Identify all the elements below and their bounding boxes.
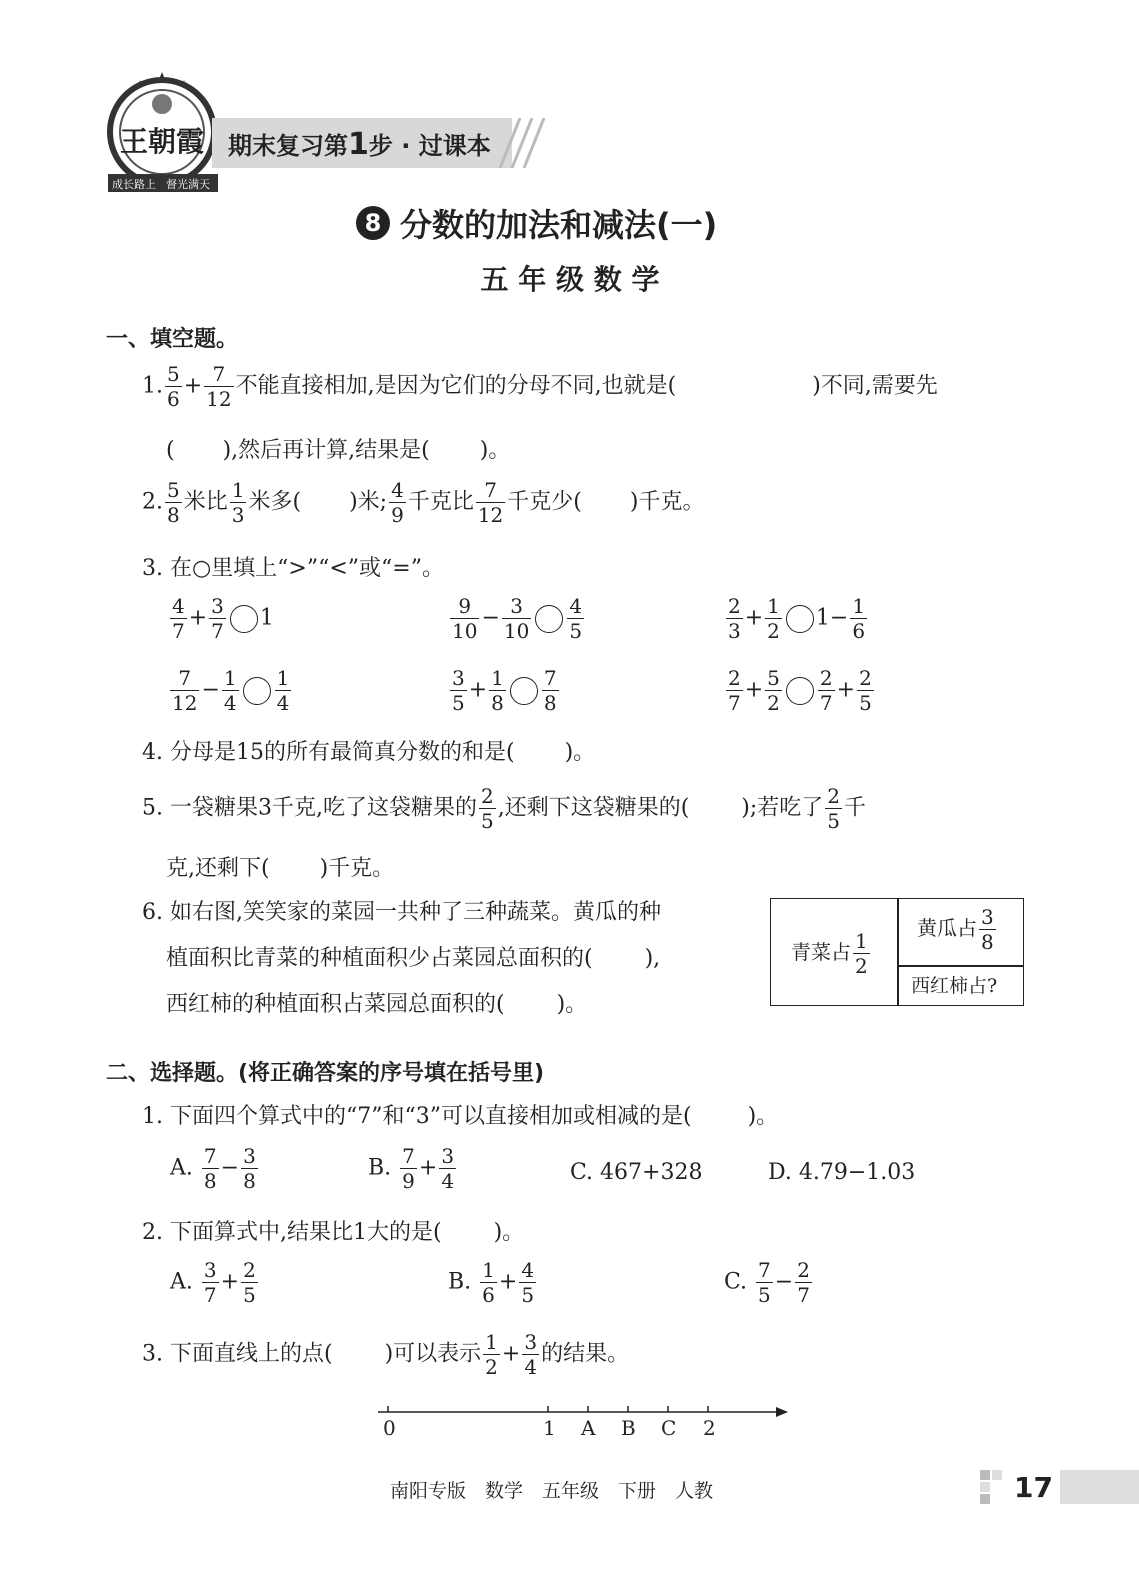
publisher-logo — [100, 70, 225, 200]
option-b[interactable]: B. $\frac{1}{6}$ + $\frac{4}{5}$ — [448, 1258, 535, 1307]
question-1-2: 2. $\frac{5}{8}$ 米比 $\frac{1}{3}$ 米多( )米; $\frac{4}{9}$ 千克比 $\frac{7}{12}$ 千克少( )千克。 — [142, 478, 705, 527]
axis-point-a: A — [581, 1416, 596, 1440]
fraction: $\frac{5}{6}$ — [167, 362, 180, 411]
number-line — [370, 1400, 800, 1450]
lesson-number-badge: 8 — [356, 206, 390, 240]
compare-item: $\frac{4}{7}$ + $\frac{3}{7}$ 1 — [172, 594, 274, 643]
axis-label-1: 1 — [543, 1416, 556, 1440]
question-2-1: 1. 下面四个算式中的“7”和“3”可以直接相加或相减的是( )。 — [142, 1104, 779, 1129]
banner-prefix: 期末复习第 — [228, 132, 348, 160]
option-d[interactable]: D. 4.79−1.03 — [768, 1160, 916, 1185]
diagram-greens: 青菜占 $\frac{1}{2}$ — [791, 929, 868, 978]
fraction: $\frac{1}{3}$ — [231, 478, 245, 527]
banner-suffix: 步 · 过课本 — [368, 132, 491, 160]
compare-circle[interactable] — [786, 605, 814, 633]
compare-circle[interactable] — [243, 677, 271, 705]
question-1-3: 3. 在○里填上“>”“<”或“=”。 — [142, 556, 444, 581]
compare-item: $\frac{9}{10}$ − $\frac{3}{10}$ $\frac{4}{5}$ — [452, 594, 583, 643]
question-1-5-line2: 克,还剩下( )千克。 — [166, 856, 395, 881]
question-1-6-line3: 西红柿的种植面积占菜园总面积的( )。 — [166, 992, 588, 1017]
axis-point-c: C — [661, 1416, 677, 1440]
logo-slogan-left: 成长路上 — [112, 178, 156, 191]
option-a[interactable]: A. $\frac{3}{7}$ + $\frac{2}{5}$ — [170, 1258, 256, 1307]
option-a[interactable]: A. $\frac{7}{8}$ − $\frac{3}{8}$ — [170, 1144, 256, 1193]
question-1-4: 4. 分母是15的所有最简真分数的和是( )。 — [142, 740, 596, 765]
diagram-cucumber: 黄瓜占 $\frac{3}{8}$ — [917, 905, 994, 954]
garden-diagram — [770, 898, 1024, 1006]
page-number: 17 — [1014, 1471, 1053, 1504]
axis-label-2: 2 — [703, 1416, 716, 1440]
question-1-1-line2: ( ),然后再计算,结果是( )。 — [166, 438, 511, 463]
fraction: $\frac{5}{8}$ — [167, 478, 180, 527]
axis-point-b: B — [621, 1416, 636, 1440]
compare-item: $\frac{2}{3}$ + $\frac{1}{2}$ 1− $\frac{1}{6}$ — [728, 594, 866, 643]
compare-circle[interactable] — [230, 605, 258, 633]
question-1-6-line2: 植面积比青菜的种植面积少占菜园总面积的( ), — [166, 946, 661, 971]
logo-text: 王朝霞 — [119, 125, 204, 158]
footer-decoration — [980, 1470, 1139, 1504]
compare-circle[interactable] — [786, 677, 814, 705]
question-1-1: 1. $\frac{5}{6}$ + $\frac{7}{12}$ 不能直接相加,是因为它们的分母不同,也就是( )不同,需要先 — [142, 362, 938, 411]
logo-slogan-right: 督光满天 — [166, 178, 210, 191]
question-1-5: 5. 一袋糖果3千克,吃了这袋糖果的 $\frac{2}{5}$ ,还剩下这袋糖果的( );若吃了 $\frac{2}{5}$ 千 — [142, 784, 867, 833]
option-b[interactable]: B. $\frac{7}{9}$ + $\frac{3}{4}$ — [368, 1144, 455, 1193]
compare-item: $\frac{2}{7}$ + $\frac{5}{2}$ $\frac{2}{7}$ + $\frac{2}{5}$ — [728, 666, 872, 715]
axis-label-0: 0 — [383, 1416, 396, 1440]
banner-step-number: 1 — [348, 127, 369, 162]
section-heading: 一、填空题。 — [106, 327, 239, 352]
question-2-3: 3. 下面直线上的点( )可以表示 $\frac{1}{2}$ + $\frac{3}{4}$ 的结果。 — [142, 1330, 630, 1379]
page-title — [356, 200, 717, 246]
question-1-6-line1: 6. 如右图,笑笑家的菜园一共种了三种蔬菜。黄瓜的种 — [142, 900, 661, 925]
fraction: $\frac{7}{12}$ — [477, 478, 504, 527]
section-heading: 二、选择题。(将正确答案的序号填在括号里) — [106, 1061, 545, 1086]
footer-text: 南阳专版 数学 五年级 下册 人教 — [390, 1480, 714, 1502]
banner — [212, 118, 552, 168]
question-2-2: 2. 下面算式中,结果比1大的是( )。 — [142, 1220, 525, 1245]
fraction: $\frac{7}{12}$ — [206, 362, 232, 411]
compare-item: $\frac{3}{5}$ + $\frac{1}{8}$ $\frac{7}{8}$ — [452, 666, 557, 715]
fraction: $\frac{4}{9}$ — [391, 478, 404, 527]
option-c[interactable]: C. 467+328 — [570, 1160, 703, 1185]
page-subtitle: 五 年 级 数 学 — [480, 263, 660, 296]
option-c[interactable]: C. $\frac{7}{5}$ − $\frac{2}{7}$ — [724, 1258, 810, 1307]
compare-circle[interactable] — [510, 677, 538, 705]
diagram-tomato: 西红柿占? — [911, 975, 998, 997]
compare-circle[interactable] — [535, 605, 563, 633]
lesson-title: 分数的加法和减法(一) — [400, 206, 718, 244]
compare-item: $\frac{7}{12}$ − $\frac{1}{4}$ $\frac{1}{4}$ — [172, 666, 290, 715]
